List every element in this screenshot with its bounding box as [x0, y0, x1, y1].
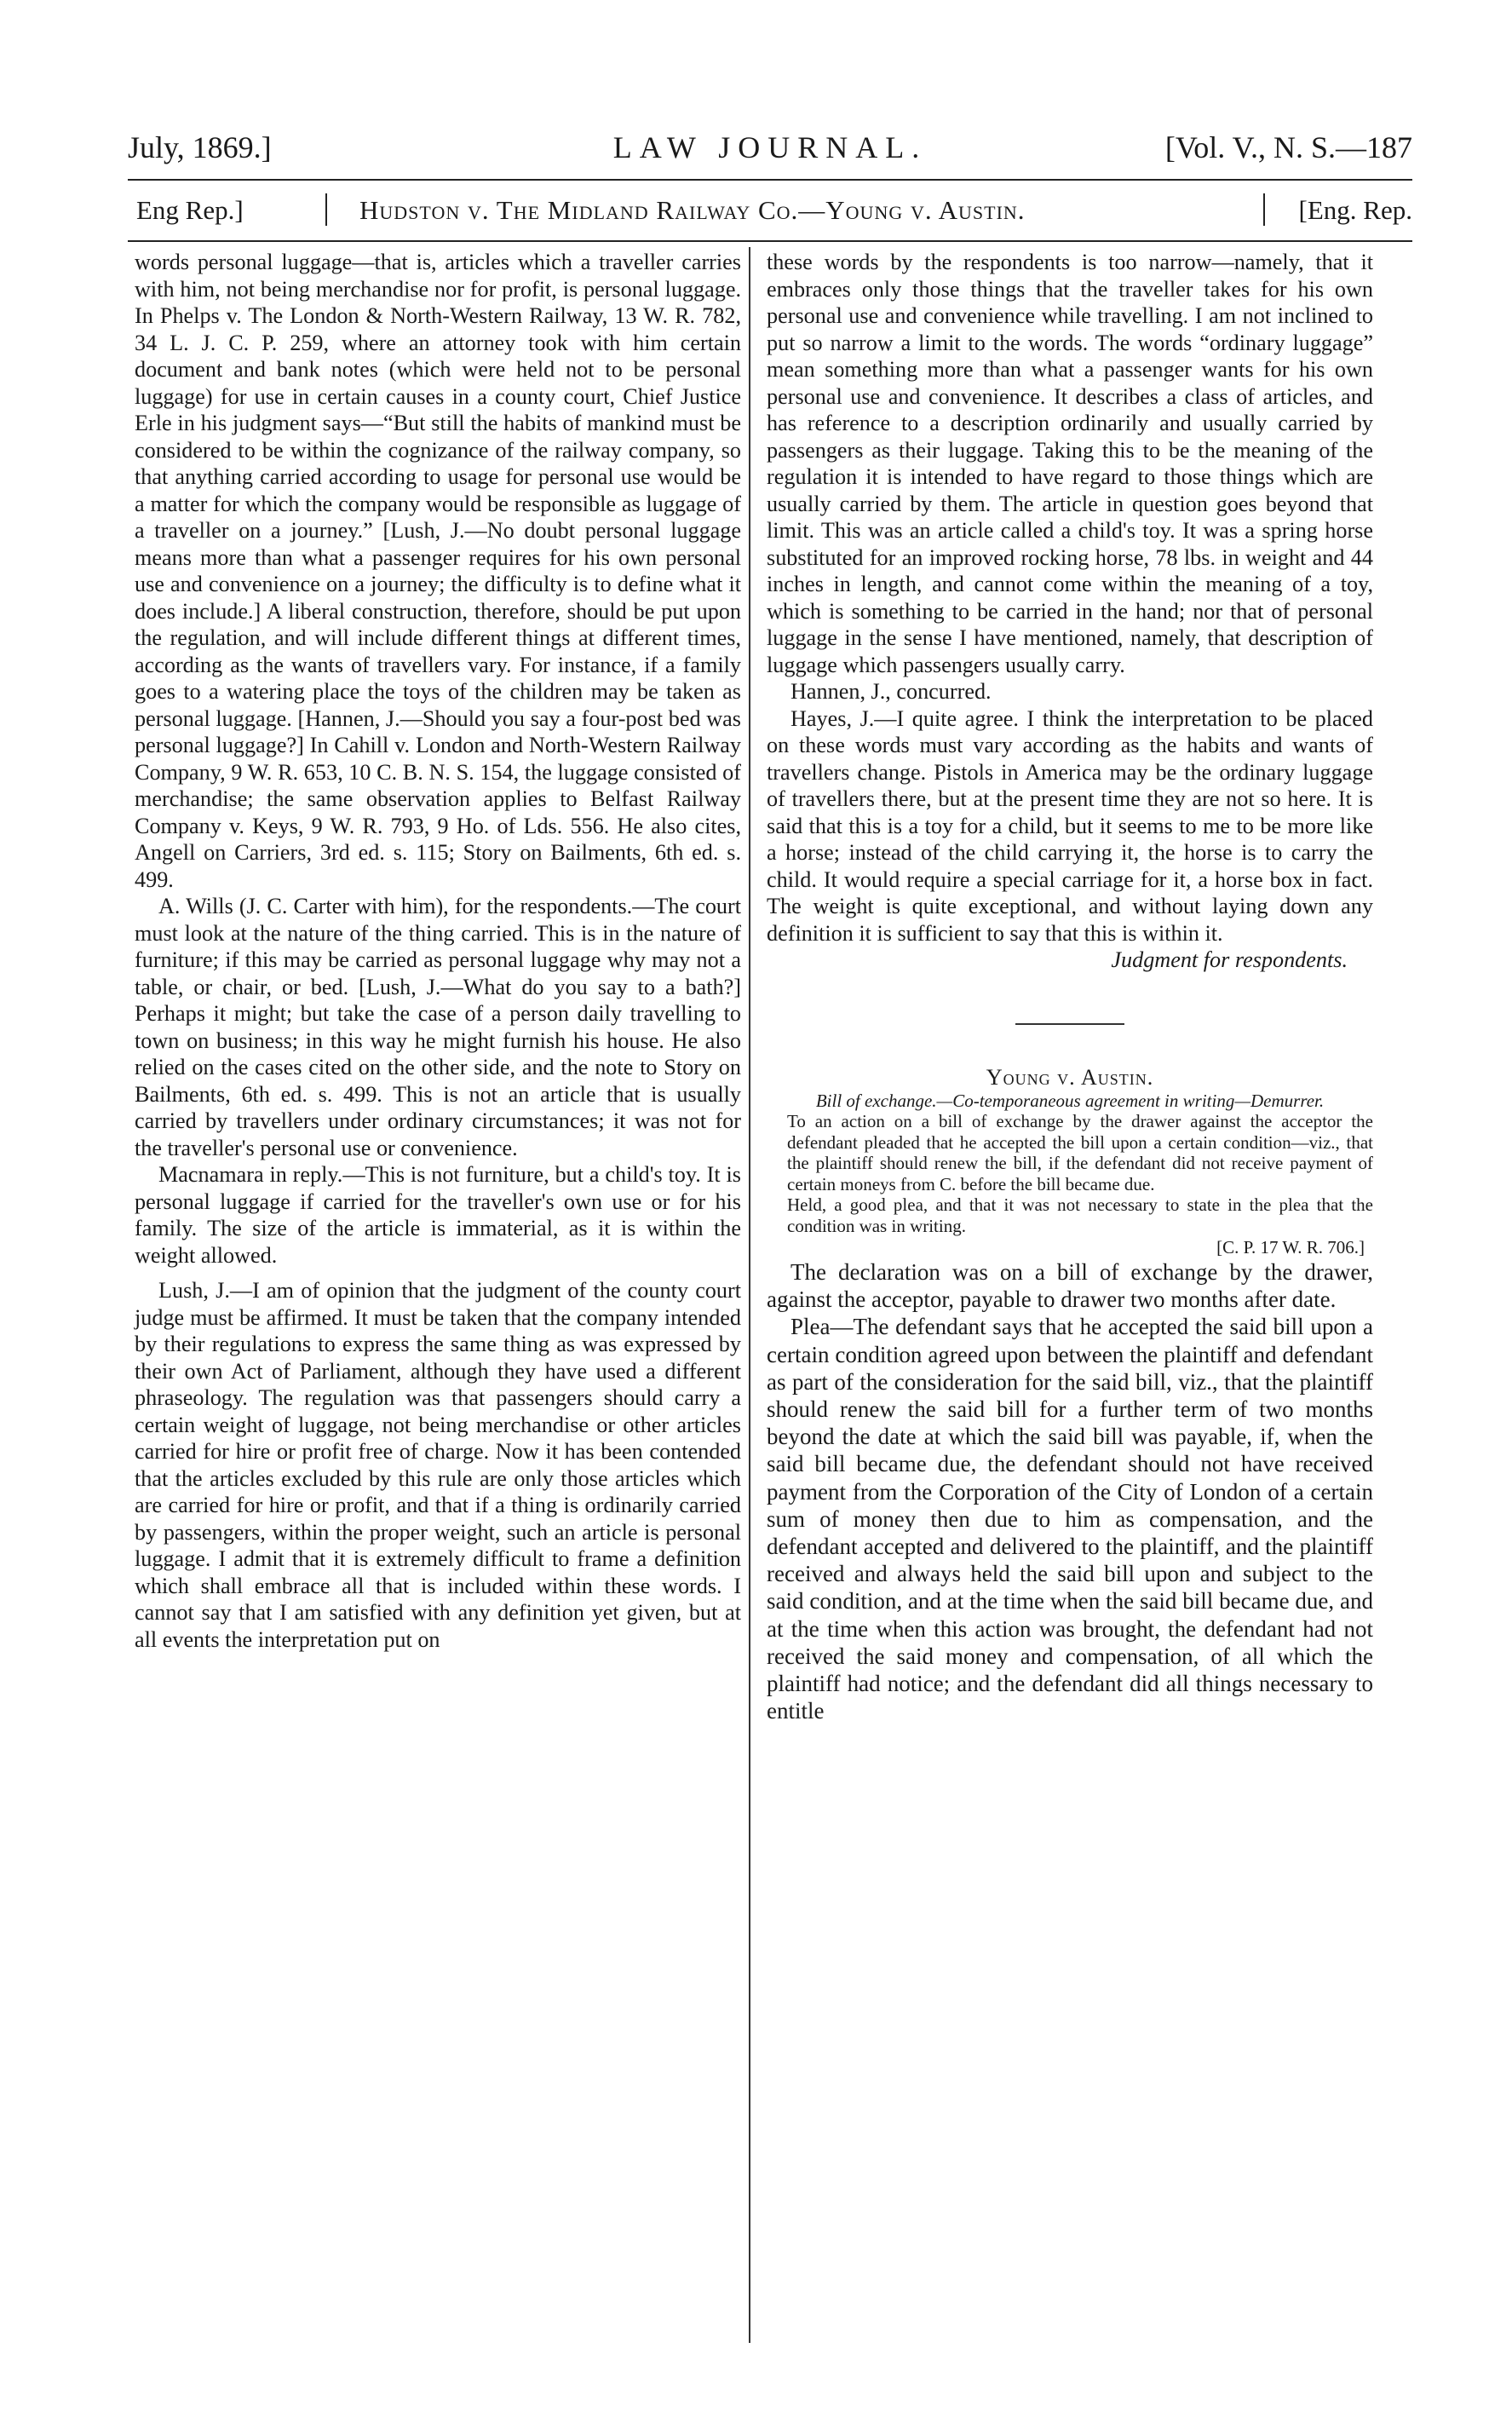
- case-divider: [1015, 1023, 1124, 1025]
- headnote: Held, a good plea, and that it was not necessary to state in the plea that the condition was in writing.: [787, 1194, 1373, 1236]
- headnote: To an action on a bill of exchange by the drawer against the acceptor the defendant pleaded that he accepted the bill upon a certain condition—viz., that the plaintiff should renew the bill, if the defendant did not receive payment of certain moneys from C. before the bill became due.: [787, 1111, 1373, 1194]
- paragraph: Hayes, J.—I quite agree. I think the interpretation to be placed on these words must vary according as the habits and wants of travellers change. Pistols in America may be the ordinary luggage of travellers there, but at the present time they are not so here. It is said that this is a toy for a child, but it seems to me to be more like a horse; instead of the child carrying it, the horse is to carry the child. It would require a special carriage for it, a horse box in fact. The weight is quite exceptional, and without laying down any definition it is sufficient to say that this is within it.: [767, 705, 1373, 946]
- volume-page-number: [Vol. V., N. S.—187: [1164, 130, 1412, 164]
- case-subject: Bill of exchange.—Co-temporaneous agreement in writing—Demurrer.: [815, 1091, 1325, 1111]
- paragraph: Hannen, J., concurred.: [790, 679, 992, 704]
- report-series-left: Eng Rep.]: [136, 195, 244, 225]
- paragraph: words personal luggage—that is, articles which a traveller carries with him, not being merchandise nor for profit, is personal luggage. In Phelps v. The London & North-Western Railway, 13 W. R. 782, 34 L. J. C. P. 259, where an attorney took with him certain document and bank notes (which were held not to be personal luggage) for use in certain causes in a county court, Chief Justice Erle in his judgment says—“But still the habits of mankind must be considered to be within the cognizance of the railway company, so that anything carried according to usage for personal use would be a matter for which the company would be responsible as luggage of a traveller on a journey.” [Lush, J.—No doubt personal luggage means more than what a passenger requires for his own personal use and convenience on a journey; the difficulty is to define what it does include.] A liberal construction, therefore, should be put upon the regulation, and will include different things at different times, according as the wants of travellers vary. For instance, if a family goes to a watering place the toys of the children may be taken as personal luggage. [Hannen, J.—Should you say a four-post bed was personal luggage?] In Cahill v. London and North-Western Railway Company, 9 W. R. 653, 10 C. B. N. S. 154, the luggage consisted of merchandise; the same observation applies to Belfast Railway Company v. Keys, 9 W. R. 793, 9 Ho. of Lds. 556. He also cites, Angell on Carriers, 3rd ed. s. 115; Story on Bailments, 6th ed. s. 499.: [135, 250, 741, 892]
- headline-divider: [325, 193, 327, 226]
- case-citation: [C. P. 17 W. R. 706.]: [1216, 1237, 1365, 1258]
- journal-title: LAW JOURNAL.: [612, 130, 928, 164]
- paragraph: A. Wills (J. C. Carter with him), for the respondents.—The court must look at the nature of the thing carried. This is in the nature of furniture; if this may be carried as personal luggage why may not a table, or chair, or bed. [Lush, J.—What do you say to a bath?] Perhaps it might; but take the case of a person daily travelling to town on business; in this way he might furnish his house. He also relied on the cases cited on the other side, and the note to Story on Bailments, 6th ed. s. 499. This is not an article that is usually carried by travellers under ordinary circumstances; it was not for the traveller's personal use or convenience.: [135, 894, 741, 1160]
- case-names: Hudston v. The Midland Railway Co.—Young v. Austin.: [359, 195, 1026, 225]
- header-rule-bottom: [128, 240, 1412, 242]
- left-column: [135, 249, 741, 1653]
- paragraph: The declaration was on a bill of exchange by the drawer, against the acceptor, payable to drawer two months after date.: [767, 1259, 1373, 1313]
- paragraph: Plea—The defendant says that he accepted the said bill upon a certain condition agreed upon between the plaintiff and defendant as part of the consideration for the said bill, viz., that the plaintiff should renew the said bill for a further term of two months beyond the date at which the said bill was payable, if, when the said bill became due, the defendant should not have received payment from the Corporation of the City of London of a certain sum of money then due to him as compensation, and the defendant accepted and delivered to the plaintiff, and the plaintiff received and always held the said bill upon and subject to the said condition, and at the time when the said bill became due, and at the time when this action was brought, the defendant had not received the said money and compensation, of all which the plaintiff had notice; and the defendant did all things necessary to entitle: [767, 1314, 1373, 1724]
- case-headline: [128, 192, 1412, 229]
- paragraph: Lush, J.—I am of opinion that the judgment of the county court judge must be affirmed. It must be taken that the company intended by their regulations to express the same thing as was expressed by their own Act of Parliament, although they have used a different phraseology. The regulation was that passengers should carry a certain weight of luggage, not being merchandise or other articles carried for hire or profit free of charge. Now it has been contended that the articles excluded by this rule are only those articles which are carried for hire or profit, and that if a thing is ordinarily carried by passengers, within the proper weight, such an article is personal luggage. I admit that it is extremely difficult to frame a definition which shall embrace all that is included within these words. I cannot say that I am satisfied with any definition yet given, but at all events the interpretation put on: [135, 1278, 741, 1652]
- report-series-right: [Eng. Rep.: [1298, 195, 1412, 225]
- column-divider: [749, 247, 750, 2343]
- headline-divider: [1263, 193, 1265, 226]
- paragraph: Macnamara in reply.—This is not furniture, but a child's toy. It is personal luggage if carried for the traveller's own use or for his family. The size of the article is immaterial, as it is within the weight allowed.: [135, 1162, 741, 1268]
- case-title: Young v. Austin.: [986, 1064, 1154, 1090]
- header-rule-top: [128, 179, 1412, 181]
- paragraph: these words by the respondents is too narrow—namely, that it embraces only those things that the traveller takes for his own personal use and convenience while travelling. I am not inclined to put so narrow a limit to the words. The words “ordinary luggage” mean something more than what a passenger wants for his own personal use and convenience. It describes a class of articles, and has reference to a description ordinarily and usually carried by passengers as their luggage. Taking this to be the meaning of the regulation it is intended to have regard to those things which are usually carried by them. The article in question goes beyond that limit. This was an article called a child's toy. It was a spring horse substituted for an improved rocking horse, 78 lbs. in weight and 44 inches in length, and cannot come within the meaning of a toy, which is something to be carried in the hand; nor that of personal luggage in the sense I have mentioned, namely, that description of luggage which passengers usually carry.: [767, 250, 1373, 677]
- running-head: [128, 128, 1412, 167]
- judgment-line: Judgment for respondents.: [1111, 947, 1348, 972]
- right-column: [767, 249, 1373, 1724]
- issue-date: July, 1869.]: [128, 130, 272, 164]
